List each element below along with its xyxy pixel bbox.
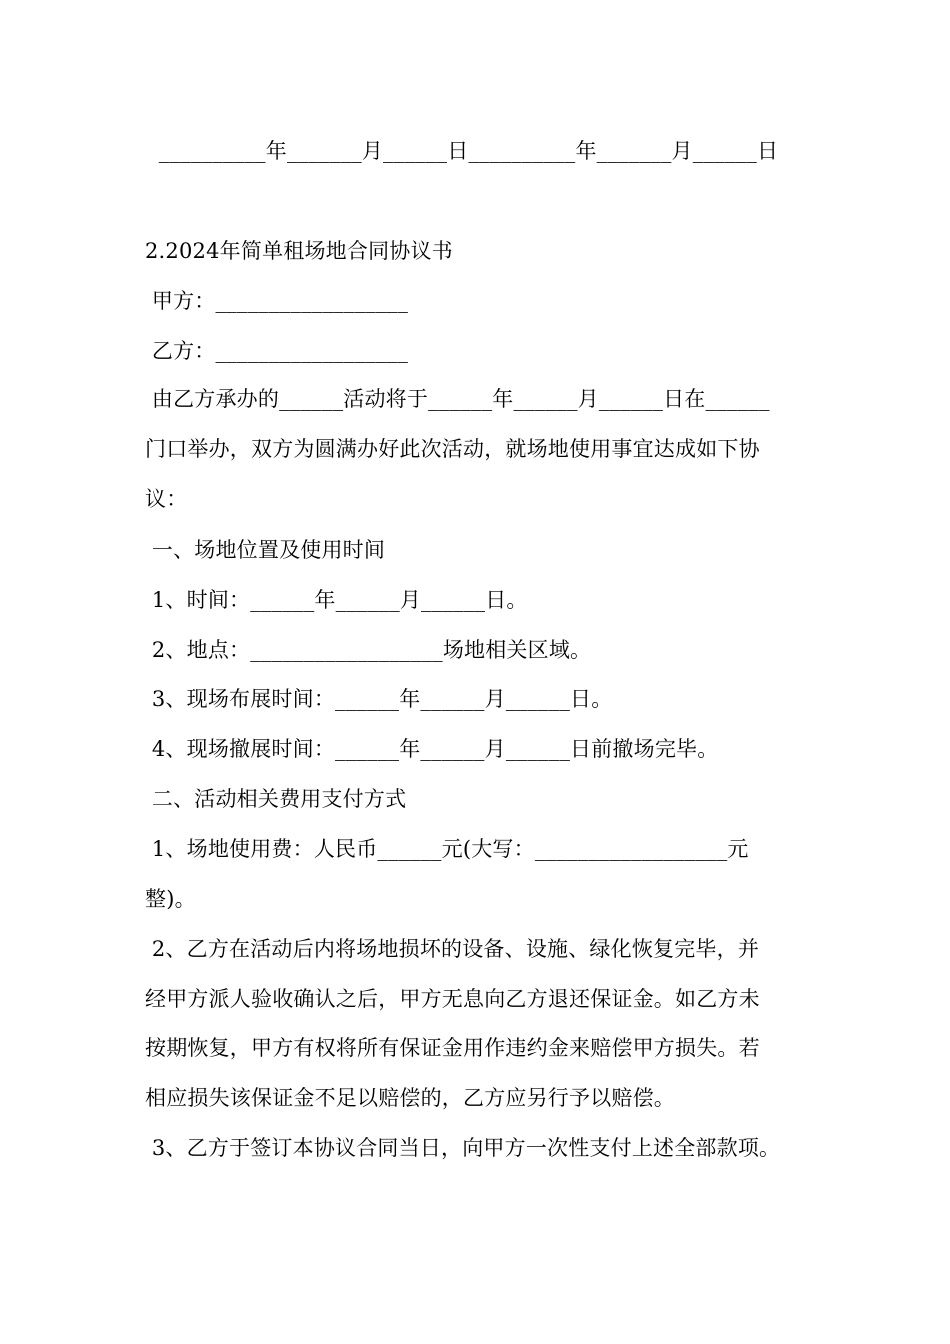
clause-payment-date: 3、乙方于签订本协议合同当日，向甲方一次性支付上述全部款项。 <box>145 1136 781 1160</box>
clause-location: 2、地点：__________________场地相关区域。 <box>145 638 592 662</box>
clause-deposit-line-3: 按期恢复，甲方有权将所有保证金用作违约金来赔偿甲方损失。若 <box>145 1036 760 1060</box>
clause-fee-line-2: 整)。 <box>145 887 196 911</box>
clause-deposit-line-1: 2、乙方在活动后内将场地损坏的设备、设施、绿化恢复完毕，并 <box>145 937 760 961</box>
section-title: 2.2024年简单租场地合同协议书 <box>145 239 453 263</box>
intro-paragraph-line-2: 门口举办，双方为圆满办好此次活动，就场地使用事宜达成如下协 <box>145 437 760 461</box>
party-a-line: 甲方：__________________ <box>145 289 409 313</box>
intro-paragraph-line-3: 议： <box>145 487 188 511</box>
clause-setup-time: 3、现场布展时间：______年______月______日。 <box>145 687 613 711</box>
clause-deposit-line-4: 相应损失该保证金不足以赔偿的，乙方应另行予以赔偿。 <box>145 1086 675 1110</box>
clause-teardown-time: 4、现场撤展时间：______年______月______日前撤场完毕。 <box>145 737 719 761</box>
heading-fees-payment: 二、活动相关费用支付方式 <box>145 787 407 811</box>
heading-location-time: 一、场地位置及使用时间 <box>145 538 386 562</box>
date-line: __________年_______月______日__________年_______月______日 <box>145 139 779 163</box>
clause-deposit-line-2: 经甲方派人验收确认之后，甲方无息向乙方退还保证金。如乙方未 <box>145 987 760 1011</box>
party-b-line: 乙方：__________________ <box>145 339 409 363</box>
clause-fee-line-1: 1、场地使用费：人民币______元(大写：__________________元 <box>145 837 749 861</box>
intro-paragraph-line-1: 由乙方承办的______活动将于______年______月______日在______ <box>145 387 770 411</box>
clause-time: 1、时间：______年______月______日。 <box>145 588 528 612</box>
